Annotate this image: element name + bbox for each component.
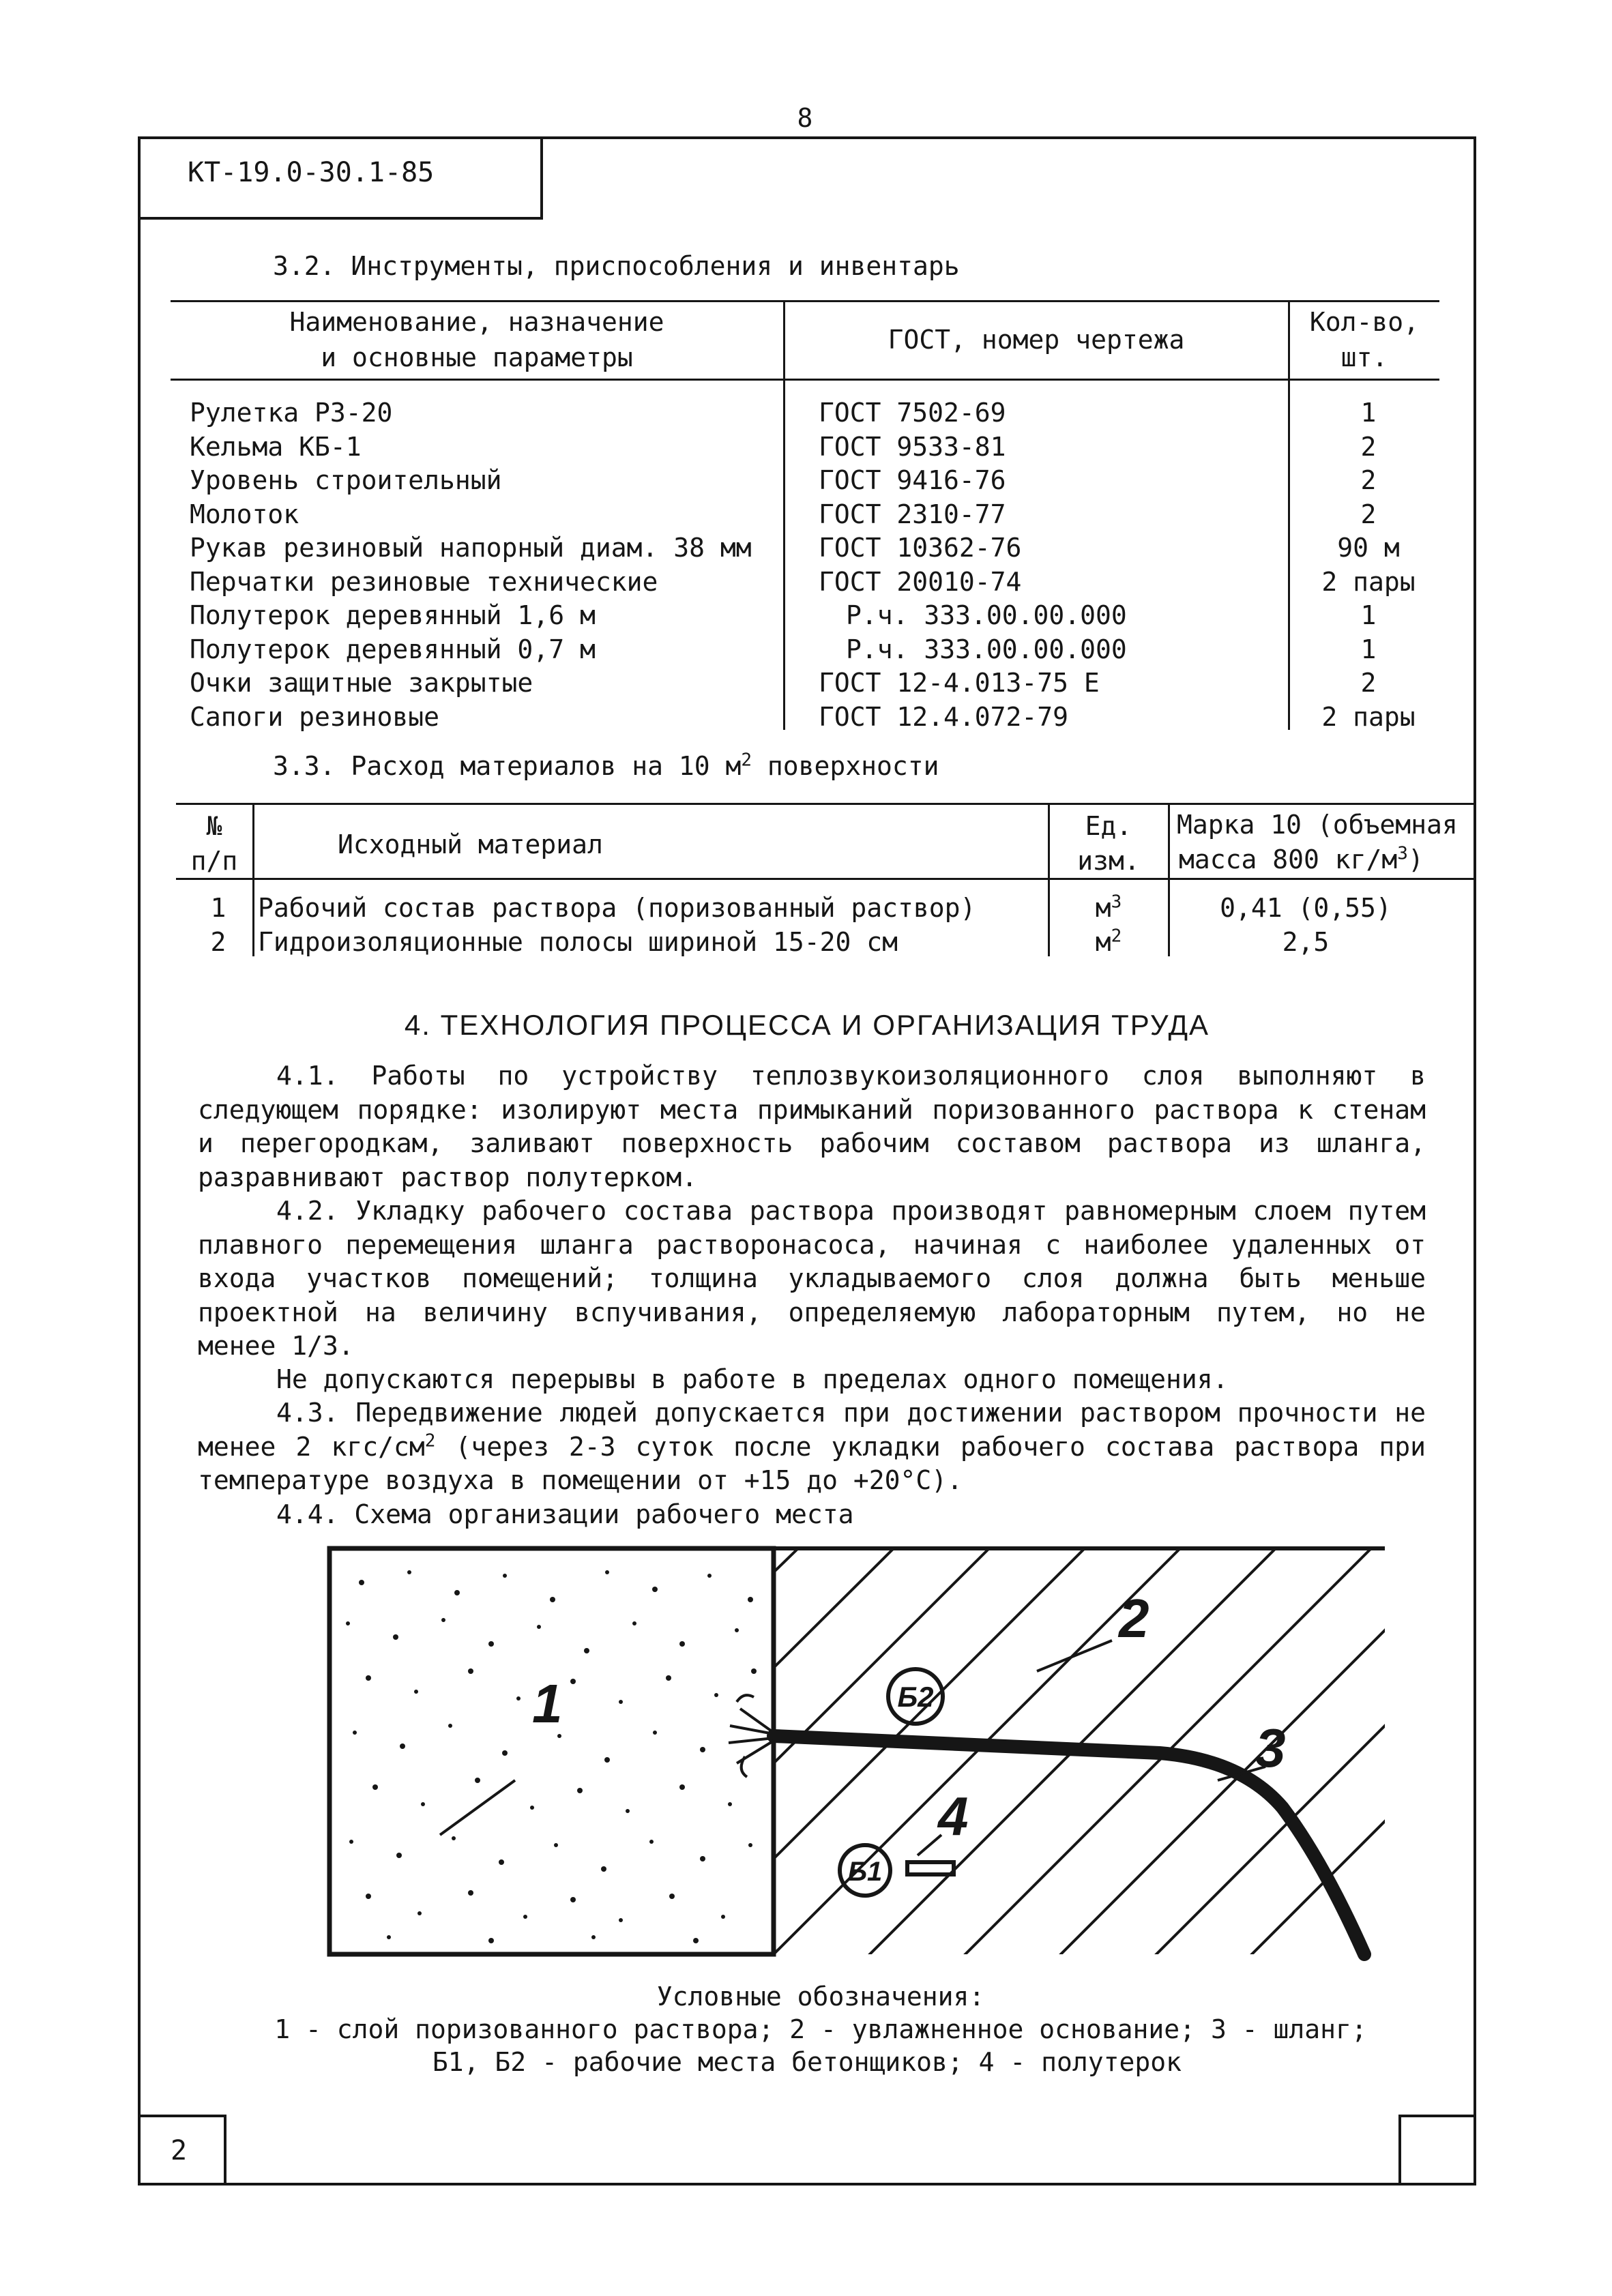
tools-header-gost: ГОСТ, номер чертежа: [888, 325, 1185, 355]
materials-cell-unit: $м^2$: [1095, 926, 1122, 957]
paragraph-4-4: 4.4. Схема организации рабочего места: [276, 1499, 854, 1529]
right-box-top: [1398, 2115, 1476, 2117]
paragraph-4-3: 4.3. Передвижение людей допускается при достижении раствором прочности не менее 2 кгс/$см^2$ (через 2-3 суток после укладки рабочего состава раствора при температуре воздуха в помещении от +15 до +20°С).: [198, 1398, 1426, 1495]
moistened-base-hatch: [774, 1548, 1405, 1985]
tools-cell-name: Кельма КБ-1: [190, 432, 362, 462]
tools-cell-qty: 90 м: [1337, 533, 1400, 563]
tools-cell-gost: Р.ч. 333.00.00.000: [846, 600, 1127, 630]
tools-cell-qty: 2: [1360, 499, 1377, 529]
materials-header-material: Исходный материал: [338, 829, 603, 859]
sheet-number: 2: [171, 2135, 188, 2166]
materials-header-num-line2: п/п: [190, 846, 238, 876]
tools-cell-gost: Р.ч. 333.00.00.000: [846, 634, 1127, 664]
tools-cell-name: Полутерок деревянный 0,7 м: [190, 634, 596, 664]
materials-col-divider-1: [252, 803, 254, 956]
tools-col-divider-1: [783, 300, 785, 730]
materials-table-header-rule: [176, 878, 1474, 880]
tools-cell-gost: ГОСТ 10362-76: [819, 533, 1022, 563]
tools-cell-qty: 2 пары: [1321, 567, 1416, 597]
porous-layer-area: [329, 1548, 774, 1954]
tools-cell-gost: ГОСТ 12-4.013-75 Е: [819, 668, 1100, 698]
tools-cell-gost: ГОСТ 9416-76: [819, 465, 1006, 495]
paragraph-4-1: 4.1. Работы по устройству теплозвукоизоляционного слоя выполняют в следующем порядке: изолируют места примыканий поризованного раствора к стенам и перегородкам, заливают поверхность рабочим составом раствора из шланга, разравнивают раствор полутерком.: [198, 1061, 1426, 1192]
doc-code-box-bottom: [138, 217, 543, 220]
section-3-3-title: 3.3. Расход материалов на 10 $м^2$ поверхности: [273, 750, 939, 781]
tools-cell-gost: ГОСТ 20010-74: [819, 567, 1022, 597]
tools-cell-gost: ГОСТ 9533-81: [819, 432, 1006, 462]
materials-cell-value: 0,41 (0,55): [1220, 893, 1392, 923]
tools-cell-qty: 1: [1360, 600, 1377, 630]
tools-cell-name: Молоток: [190, 499, 299, 529]
materials-cell-value: 2,5: [1282, 927, 1330, 957]
tools-cell-qty: 2: [1360, 668, 1377, 698]
tools-cell-name: Полутерок деревянный 1,6 м: [190, 600, 596, 630]
label-2-leader: [1037, 1640, 1112, 1671]
workplace-diagram: [300, 1535, 1405, 1985]
doc-code-box-right: [540, 136, 543, 220]
materials-header-grade-line1: Марка 10 (объемная: [1177, 810, 1458, 840]
frame-left: [138, 136, 141, 2185]
tools-table-header-rule: [171, 379, 1439, 381]
tools-cell-qty: 1: [1360, 398, 1377, 428]
materials-header-unit-line2: изм.: [1077, 846, 1140, 876]
materials-header-grade-line2: масса 800 $кг/м^3$): [1179, 843, 1424, 874]
materials-header-num-line1: №: [206, 811, 222, 841]
tools-header-qty-line1: Кол-во,: [1309, 307, 1420, 337]
diagram-label-2: 2: [1119, 1588, 1149, 1649]
sheet-box-right: [224, 2115, 226, 2185]
tools-cell-qty: 1: [1360, 634, 1377, 664]
materials-cell-material: Рабочий состав раствора (поризованный раствор): [258, 893, 976, 923]
tools-cell-name: Рукав резиновый напорный диам. 38 мм: [190, 533, 752, 563]
frame-top: [138, 136, 1476, 139]
tools-cell-name: Перчатки резиновые технические: [190, 567, 658, 597]
diagram-label-4: 4: [938, 1786, 969, 1846]
tools-cell-qty: 2 пары: [1321, 702, 1416, 732]
legend-line-1: 1 - слой поризованного раствора; 2 - увлажненное основание; 3 - шланг;: [274, 2014, 1367, 2044]
tools-table-top-rule: [171, 300, 1439, 302]
sheet-box-top: [138, 2115, 226, 2117]
tools-header-name-line2: и основные параметры: [321, 342, 633, 372]
diagram-label-b1: Б1: [847, 1857, 883, 1887]
tools-cell-gost: ГОСТ 12.4.072-79: [819, 702, 1069, 732]
tools-cell-qty: 2: [1360, 432, 1377, 462]
frame-bottom: [138, 2183, 1476, 2185]
tools-cell-qty: 2: [1360, 465, 1377, 495]
tools-cell-name: Очки защитные закрытые: [190, 668, 533, 698]
frame-right: [1474, 136, 1476, 2185]
tools-header-name-line1: Наименование, назначение: [289, 307, 664, 337]
tools-cell-name: Сапоги резиновые: [190, 702, 440, 732]
tools-header-qty-line2: шт.: [1340, 342, 1388, 372]
diagram-label-b2: Б2: [897, 1681, 934, 1713]
materials-cell-num: 2: [210, 927, 226, 957]
tools-cell-name: Уровень строительный: [190, 465, 502, 495]
tools-cell-gost: ГОСТ 7502-69: [819, 398, 1006, 428]
materials-header-unit-line1: Ед.: [1085, 811, 1132, 841]
legend-line-2: Б1, Б2 - рабочие места бетонщиков; 4 - полутерок: [432, 2047, 1182, 2077]
right-box-left: [1398, 2115, 1401, 2185]
paragraph-no-breaks: Не допускаются перерывы в работе в пределах одного помещения.: [276, 1364, 1229, 1394]
materials-cell-num: 1: [210, 893, 226, 923]
materials-cell-material: Гидроизоляционные полосы шириной 15-20 см: [258, 927, 898, 957]
trowel-4: [907, 1862, 954, 1874]
page-number: 8: [797, 103, 813, 133]
doc-code: КТ-19.0-30.1-85: [188, 157, 435, 188]
legend-title: Условные обозначения:: [656, 1982, 985, 2012]
section-4-title: 4. ТЕХНОЛОГИЯ ПРОЦЕССА И ОРГАНИЗАЦИЯ ТРУДА: [404, 1009, 1210, 1041]
tools-cell-name: Рулетка РЗ-20: [190, 398, 393, 428]
diagram-label-3: 3: [1255, 1718, 1286, 1778]
tools-cell-gost: ГОСТ 2310-77: [819, 499, 1006, 529]
paragraph-4-2: 4.2. Укладку рабочего состава раствора производят равномерным слоем путем плавного перемещения шланга растворонасоса, начиная с наиболее удаленных от входа участков помещений; толщина укладываемого слоя должна быть меньше проектной на величину вспучивания, определяемую лабораторным путем, но не менее 1/3.: [198, 1196, 1426, 1361]
section-3-2-title: 3.2. Инструменты, приспособления и инвентарь: [273, 251, 960, 281]
materials-table-top-rule: [176, 803, 1474, 805]
materials-cell-unit: $м^3$: [1095, 892, 1122, 923]
diagram-label-1: 1: [532, 1673, 563, 1734]
